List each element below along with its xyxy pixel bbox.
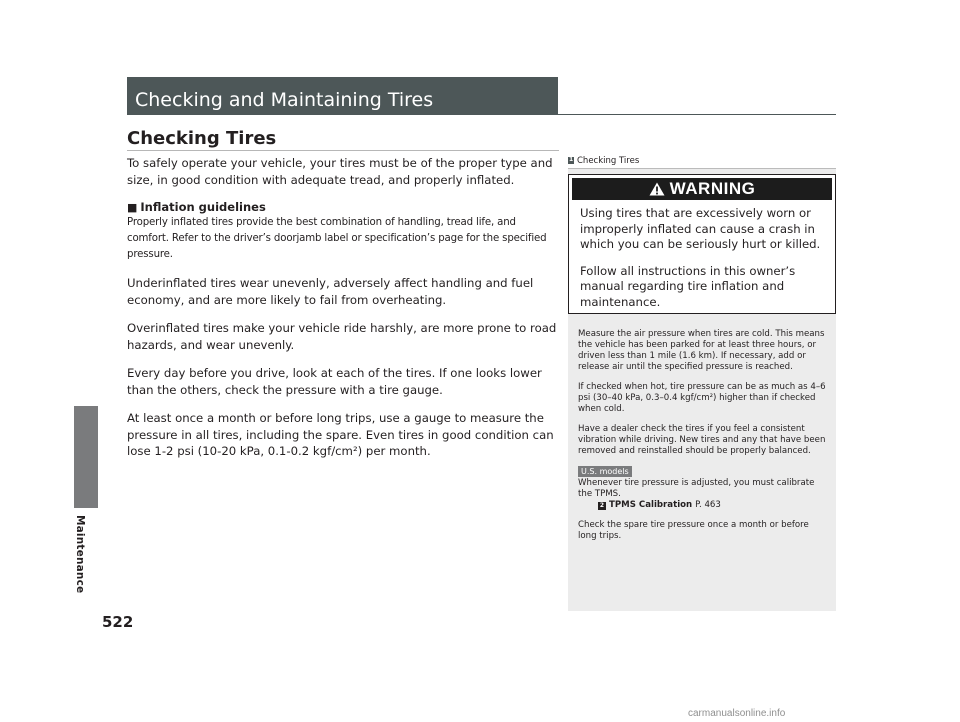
sidebar-heading: Checking Tires (577, 156, 640, 166)
sidebar-body (578, 329, 830, 551)
daily-check-paragraph: Every day before you drive, look at each of the tires. If one looks lower than the others, check the pressure with a tire gauge. (127, 366, 542, 397)
warning-box (568, 174, 836, 314)
warning-label: WARNING (669, 179, 756, 198)
note-cold-measure: Measure the air pressure when tires are cold. This means the vehicle has been parked for at least three hours, or driven less than 1 mile (1.6 km). If necessary, add or release air until the specified pressure is reached. (578, 329, 825, 372)
warning-text-2: Follow all instructions in this owner’s manual regarding tire inflation and maintenance. (580, 263, 796, 309)
cross-reference[interactable] (578, 500, 830, 511)
note-marker-number: 1 (569, 156, 574, 163)
section-tab (74, 406, 98, 508)
note-spare-tire: Check the spare tire pressure once a month or before long trips. (578, 520, 809, 541)
page-number: 522 (102, 613, 134, 631)
warning-text (580, 206, 828, 321)
note-hot-check: If checked when hot, tire pressure can be as much as 4–6 psi (30–40 kPa, 0.3–0.4 kgf/cm²) higher than if checked when cold. (578, 382, 826, 414)
underinflated-paragraph: Underinflated tires wear unevenly, adversely affect handling and fuel economy, and are more likely to fail from overheating. (127, 276, 534, 307)
reference-page: P. 463 (695, 500, 721, 510)
reference-title: TPMS Calibration (609, 500, 693, 510)
note-vibration: Have a dealer check the tires if you feel a consistent vibration while driving. New tires and any that have been removed and reinstalled should be properly balanced. (578, 424, 826, 456)
section-title: Checking and Maintaining Tires (135, 89, 434, 111)
title-rule (127, 150, 559, 151)
subheading (127, 200, 559, 214)
square-bullet-icon: ■ (127, 201, 138, 214)
warning-text-1: Using tires that are excessively worn or improperly inflated can cause a crash in which you can be seriously hurt or killed. (580, 206, 821, 251)
reference-arrow-icon: 2 (599, 501, 605, 509)
intro-paragraph: To safely operate your vehicle, your tires must be of the proper type and size, in good condition with adequate tread, and properly inflated. (127, 156, 553, 187)
subheading-text: Inflation guidelines (140, 200, 266, 214)
region-badge: U.S. models (578, 466, 632, 477)
section-tab-label: Maintenance (74, 515, 86, 594)
main-content (127, 155, 559, 472)
sidebar-notes (568, 153, 836, 611)
overinflated-paragraph: Overinflated tires make your vehicle ride harshly, are more prone to road hazards, and wear unevenly. (127, 321, 557, 352)
guideline-paragraph: Properly inflated tires provide the best combination of handling, tread life, and comfort. Refer to the driver’s doorjamb label or specification’s page for the specified pressure. (127, 217, 547, 260)
warning-triangle-icon (649, 182, 665, 196)
page-title: Checking Tires (127, 128, 277, 149)
sidebar-header (568, 153, 836, 169)
note-tpms: Whenever tire pressure is adjusted, you must calibrate the TPMS. (578, 478, 815, 499)
warning-header (572, 178, 832, 200)
monthly-check-paragraph: At least once a month or before long trips, use a gauge to measure the pressure in all tires, including the spare. Even tires in good condition can lose 1-2 psi (10-20 kPa, 0.1-0.2 kgf/cm²) per month. (127, 411, 554, 458)
banner-rule (558, 114, 836, 115)
watermark: carmanualsonline.info (688, 708, 786, 719)
